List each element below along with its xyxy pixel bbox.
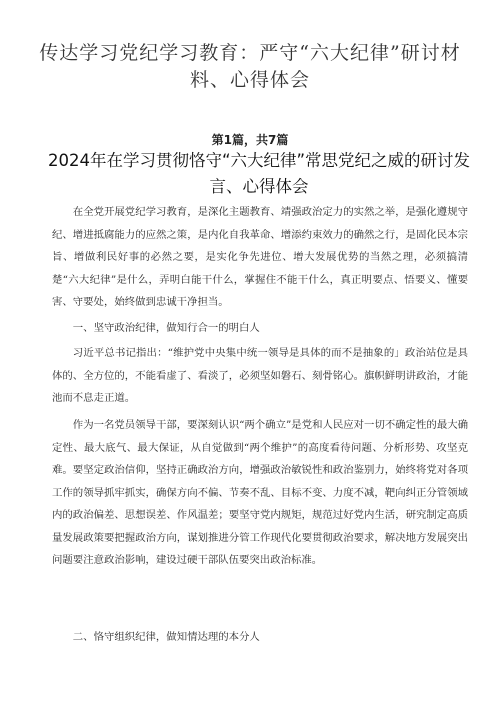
body-paragraph: 作为一名党员领导干部，要深刻认识“两个确立”是党和人民应对一切不确定性的最大确定性、最大底气、最大保证，从自觉做到“两个维护”的高度看待问题、分析形势、攻坚克难。要坚定政治信仰，坚持正确政治方向，增强政治敏锐性和政治鉴别力，始终将党对各项工作的领导抓牢抓实，确保方向不偏、节奏不乱、目标不变、力度不减，靶向纠正分管领域内的政治偏差、思想误差、作风温差；要坚守党内规矩，规范过好党内生活，研究制定高质量发展政策要把握政治方向，谋划推进分管工作现代化要贯彻政治要求，解决地方发展突出问题要注意政治影响，建设过硬干部队伍要突出政治标准。 (52, 419, 468, 566)
intro-paragraph: 在全党开展党纪学习教育，是深化主题教育、靖强政治定力的实然之举，是强化遵规守纪、增进抵腐能力的应然之策，是内化自我革命、增添约束效力的确然之行，是固化民本宗旨、增做利民好事的必然之要，是实化争先进位、增大发展优势的当然之理，必须搞清楚“六大纪律”是什么，弄明白能干什么，掌握住不能干什么，真正明要点、悟要义、懂要害、守要处，始终做到忠诚干净担当。 (52, 206, 468, 308)
section-heading-1: 一、坚守政治纪律，做知行合一的明白人 (72, 322, 260, 334)
section-heading-2: 二、恪守组织纪律，做知情达理的本分人 (72, 631, 260, 643)
body-paragraph: 习近平总书记指出：“维护党中央集中统一领导是具体的而不是抽象的」政治站位是具体的、全方位的，不能看虚了、看淡了，必须坚如磐石、刻骨铭心。旗帜鲜明讲政治，才能池而不息走正道。 (52, 347, 468, 404)
article-heading: 2024年在学习贯彻恪守“六大纪律”常思党纪之威的研讨发言、心得体会 (47, 151, 471, 196)
page-counter: 第1篇，共7篇 (211, 133, 289, 147)
document-title: 传达学习党纪学习教育：严守“六大纪律”研讨材料、心得体会 (39, 42, 461, 91)
